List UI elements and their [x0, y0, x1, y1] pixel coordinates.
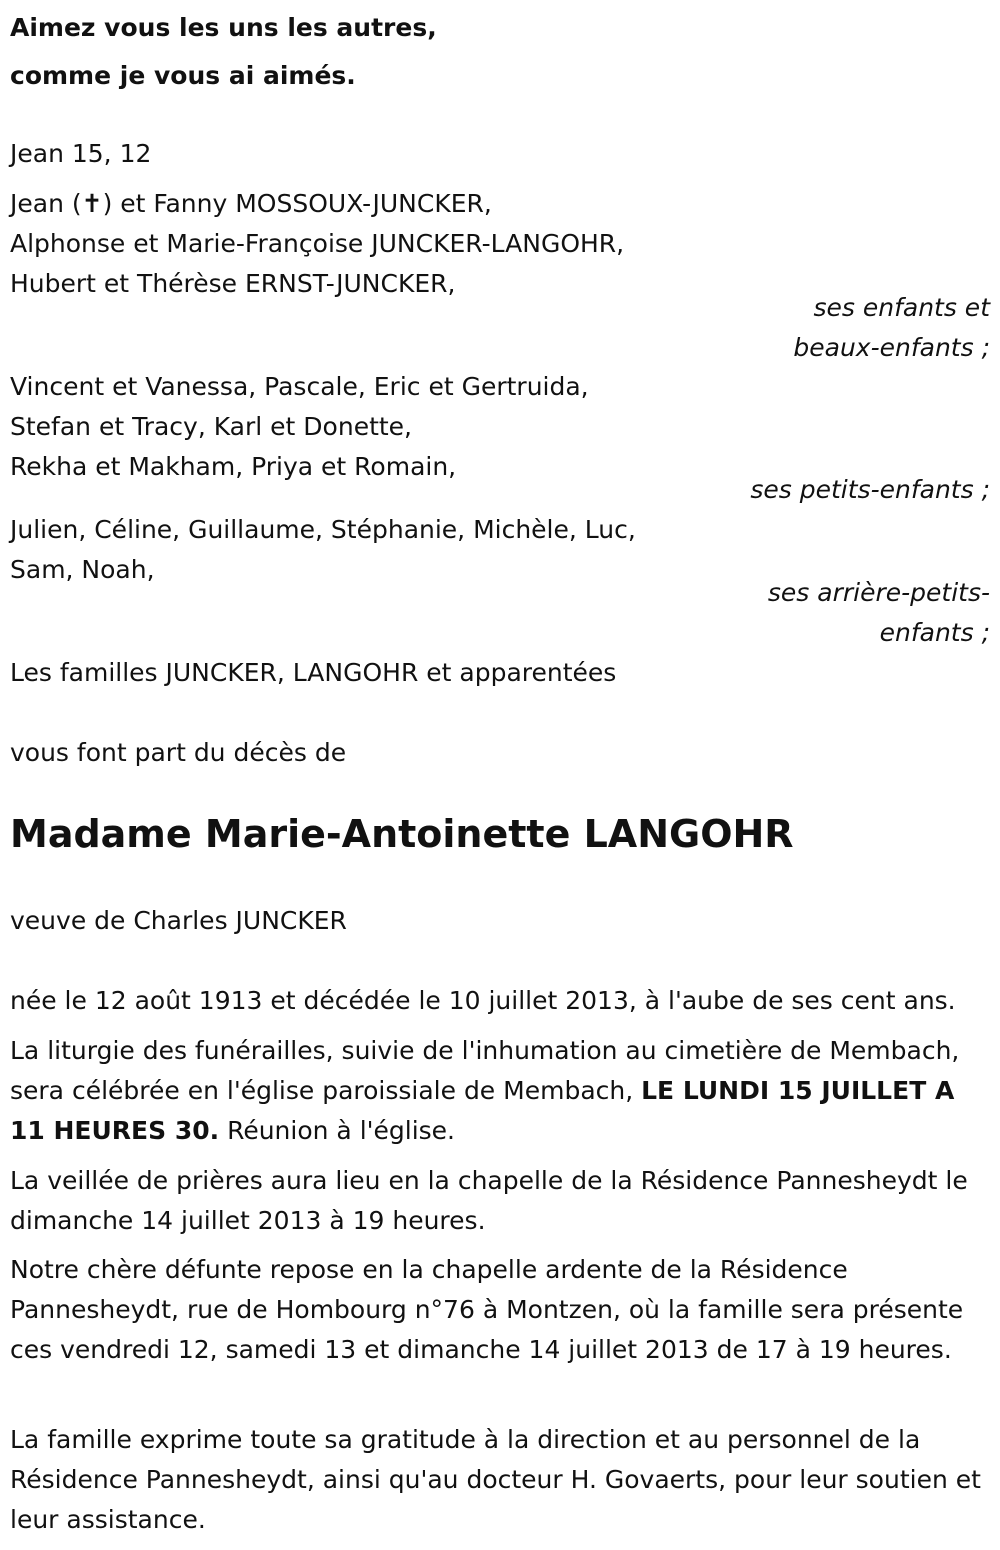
bible-quote — [10, 4, 990, 100]
children-role-line-2: beaux-enfants ; — [793, 333, 990, 362]
vigil-paragraph: La veillée de prières aura lieu en la chapelle de la Résidence Pannesheydt le dimanche 14 juillet 2013 à 19 heures. — [10, 1166, 968, 1235]
children-role — [793, 288, 990, 368]
great-grandchildren-line: Julien, Céline, Guillaume, Stéphanie, Michèle, Luc, — [10, 515, 636, 544]
grandchildren-line: Vincent et Vanessa, Pascale, Eric et Gertruida, — [10, 372, 589, 401]
birth-death-line: née le 12 août 1913 et décédée le 10 juillet 2013, à l'aube de ses cent ans. — [10, 986, 956, 1015]
children-line: Hubert et Thérèse ERNST-JUNCKER, — [10, 269, 456, 298]
great-grandchildren-role — [768, 573, 990, 653]
gratitude-paragraph: La famille exprime toute sa gratitude à la direction et au personnel de la Résidence Pannesheydt, ainsi qu'au docteur H. Govaerts, pour leur soutien et leur assistance. — [10, 1425, 981, 1534]
funeral-date: LE LUNDI 15 JUILLET A 11 HEURES 30. — [10, 1076, 955, 1145]
funeral-meeting: Réunion à l'église. — [227, 1116, 456, 1145]
children-line: Jean (✝) et Fanny MOSSOUX-JUNCKER, — [10, 189, 492, 218]
children-line: Alphonse et Marie-Françoise JUNCKER-LANGOHR, — [10, 229, 625, 258]
grandchildren-line: Stefan et Tracy, Karl et Donette, — [10, 412, 413, 441]
funeral-paragraph — [10, 1031, 990, 1151]
great-grandchildren-role-line-2: enfants ; — [879, 618, 990, 647]
quote-line-2: comme je vous ai aimés. — [10, 61, 356, 90]
deceased-name: Madame Marie-Antoinette LANGOHR — [10, 812, 794, 856]
children-role-line-1: ses enfants et — [813, 293, 990, 322]
great-grandchildren-line: Sam, Noah, — [10, 555, 155, 584]
announcement-line: vous font part du décès de — [10, 738, 347, 767]
grandchildren-role: ses petits-enfants ; — [750, 475, 990, 504]
grandchildren-line: Rekha et Makham, Priya et Romain, — [10, 452, 457, 481]
grandchildren-list — [10, 367, 990, 487]
quote-line-1: Aimez vous les uns les autres, — [10, 13, 437, 42]
children-list — [10, 184, 990, 304]
families-line: Les familles JUNCKER, LANGOHR et apparentées — [10, 658, 617, 687]
widow-of-line: veuve de Charles JUNCKER — [10, 906, 347, 935]
quote-reference: Jean 15, 12 — [10, 139, 152, 168]
funeral-text: La liturgie des funérailles, suivie de l'inhumation au cimetière de Membach, sera célébrée en l'église paroissiale de Membach, — [10, 1036, 960, 1105]
repose-paragraph: Notre chère défunte repose en la chapelle ardente de la Résidence Pannesheydt, rue de Hombourg n°76 à Montzen, où la famille sera présente ces vendredi 12, samedi 13 et dimanche 14 juillet 2013 de 17 à 19 heures. — [10, 1255, 964, 1364]
great-grandchildren-role-line-1: ses arrière-petits- — [767, 578, 990, 607]
